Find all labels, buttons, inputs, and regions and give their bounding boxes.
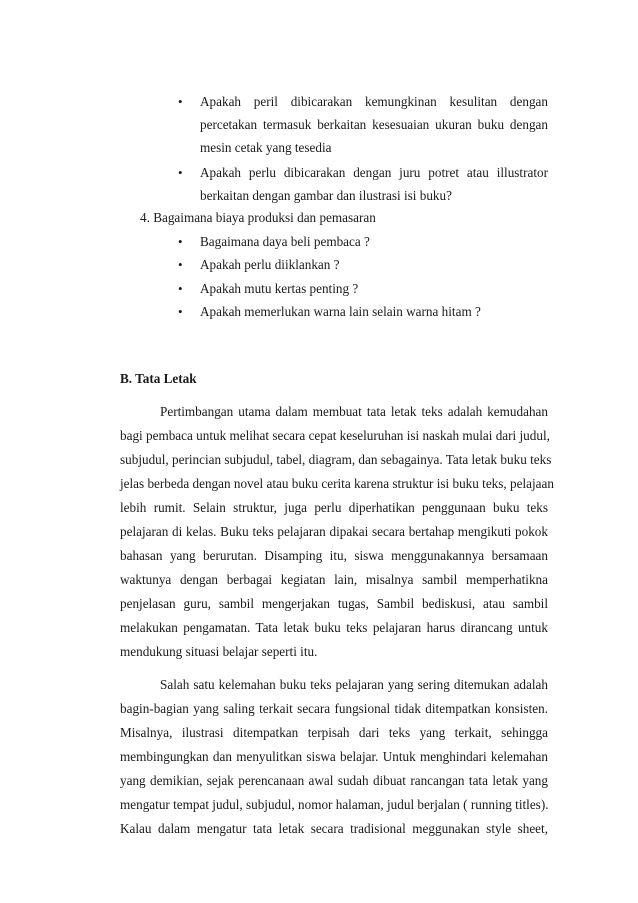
text-line: pelajaran di kelas. Buku teks pelajaran dipakai secara bertahap mengikuti pokok [120,524,548,539]
bullet-icon: • [178,94,183,109]
section-heading: B. Tata Letak [120,371,197,386]
text-line: bagi pembaca untuk melihat secara cepat keseluruhan isi naskah mulai dari judul, [120,428,550,443]
text-line: mengatur tempat judul, subjudul, nomor halaman, judul berjalan ( running titles). [120,797,549,812]
text-line: Salah satu kelemahan buku teks pelajaran yang sering ditemukan adalah [160,677,548,692]
text-line: penjelasan guru, sambil mengerjakan tugas, Sambil bediskusi, atau sambil [120,596,548,611]
text-line: yang demikian, sejak perencanaan awal sudah dibuat rancangan tata letak yang [120,773,548,788]
text-line: Apakah peril dibicarakan kemungkinan kesulitan dengan [200,94,548,109]
text-line: mesin cetak yang tesedia [200,140,332,155]
text-line: bagin-bagian yang saling terkait secara fungsional tidak ditempatkan konsisten. [120,701,548,716]
bullet-icon: • [178,257,183,272]
text-line: Apakah perlu dibicarakan dengan juru potret atau illustrator [200,165,548,180]
text-line: mendukung situasi belajar seperti itu. [120,644,318,659]
bullet-icon: • [178,165,183,180]
bullet-icon: • [178,234,183,249]
bullet-item: Apakah perlu diiklankan ? [200,257,340,272]
numbered-item-4: 4. Bagaimana biaya produksi dan pemasaran [140,210,376,225]
text-line: Misalnya, ilustrasi ditempatkan terpisah dari teks yang terkait, sehingga [120,725,548,740]
text-line: Kalau dalam mengatur tata letak secara tradisional meggunakan style sheet, [120,821,548,836]
bullet-item: Apakah mutu kertas penting ? [200,281,359,296]
bullet-item: Bagaimana daya beli pembaca ? [200,234,370,249]
text-line: subjudul, perincian subjudul, tabel, diagram, dan sebagainya. Tata letak buku teks [120,452,552,467]
text-line: lebih rumit. Selain struktur, juga perlu diperhatikan penggunaan buku teks [120,500,548,515]
text-line: percetakan termasuk berkaitan kesesuaian ukuran buku dengan [200,117,548,132]
text-line: membingungkan dan menyulitkan siswa belajar. Untuk menghindari kelemahan [120,749,548,764]
text-line: bahasan yang berurutan. Disamping itu, siswa menggunakannya bersamaan [120,548,548,563]
bullet-icon: • [178,281,183,296]
text-line: Pertimbangan utama dalam membuat tata letak teks adalah kemudahan [160,404,548,419]
text-line: berkaitan dengan gambar dan ilustrasi isi buku? [200,188,452,203]
text-line: waktunya dengan berbagai kegiatan lain, misalnya sambil memperhatikna [120,572,548,587]
bullet-item: Apakah memerlukan warna lain selain warna hitam ? [200,304,481,319]
text-line: melakukan pengamatan. Tata letak buku teks pelajaran harus dirancang untuk [120,620,548,635]
bullet-icon: • [178,304,183,319]
text-line: jelas berbeda dengan novel atau buku cerita karena struktur isi buku teks, pelajaan [120,476,554,491]
